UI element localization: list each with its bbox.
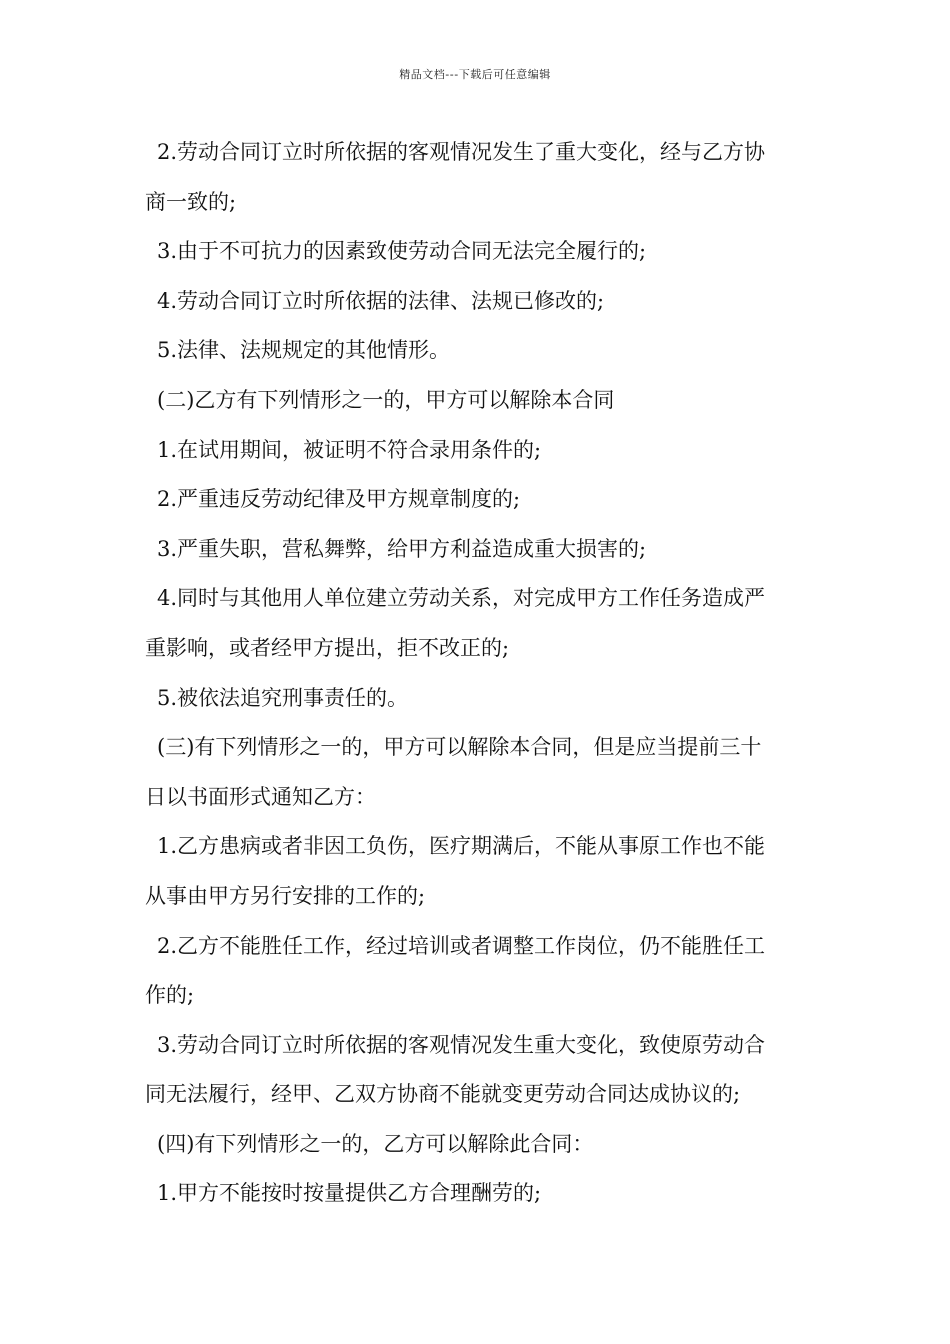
paragraph-line: 同无法履行，经甲、乙双方协商不能就变更劳动合同达成协议的; — [145, 1082, 741, 1107]
document-body — [145, 133, 810, 1224]
section-heading: (四)有下列情形之一的，乙方可以解除此合同： — [157, 1131, 594, 1156]
paragraph-line: 4.同时与其他用人单位建立劳动关系，对完成甲方工作任务造成严 — [157, 586, 766, 611]
paragraph-line: 重影响，或者经甲方提出，拒不改正的; — [145, 635, 510, 660]
paragraph-line: 从事由甲方另行安排的工作的; — [145, 883, 426, 908]
paragraph-line: 4.劳动合同订立时所依据的法律、法规已修改的; — [157, 288, 605, 313]
paragraph-line: 商一致的; — [145, 189, 237, 214]
paragraph-line: 1.乙方患病或者非因工负伤，医疗期满后，不能从事原工作也不能 — [157, 834, 766, 859]
paragraph-line: 5.被依法追究刑事责任的。 — [157, 685, 409, 710]
paragraph-line: 作的; — [145, 983, 195, 1008]
paragraph-line: 1.在试用期间，被证明不符合录用条件的; — [157, 437, 542, 462]
section-heading: (三)有下列情形之一的，甲方可以解除本合同，但是应当提前三十 — [157, 735, 762, 760]
section-heading: (二)乙方有下列情形之一的，甲方可以解除本合同 — [157, 387, 615, 412]
paragraph-line: 2.乙方不能胜任工作，经过培训或者调整工作岗位，仍不能胜任工 — [157, 933, 766, 958]
paragraph-line: 日以书面形式通知乙方： — [145, 784, 376, 809]
paragraph-line: 3.劳动合同订立时所依据的客观情况发生重大变化，致使原劳动合 — [157, 1032, 766, 1057]
page-header: 精品文档---下载后可任意编辑 — [399, 68, 551, 81]
paragraph-line: 3.严重失职，营私舞弊，给甲方利益造成重大损害的; — [157, 536, 647, 561]
paragraph-line: 2.严重违反劳动纪律及甲方规章制度的; — [157, 487, 521, 512]
paragraph-line: 1.甲方不能按时按量提供乙方合理酬劳的; — [157, 1181, 542, 1206]
paragraph-line: 5.法律、法规规定的其他情形。 — [157, 338, 451, 363]
paragraph-line: 3.由于不可抗力的因素致使劳动合同无法完全履行的; — [157, 239, 647, 264]
paragraph-line: 2.劳动合同订立时所依据的客观情况发生了重大变化，经与乙方协 — [157, 140, 766, 164]
